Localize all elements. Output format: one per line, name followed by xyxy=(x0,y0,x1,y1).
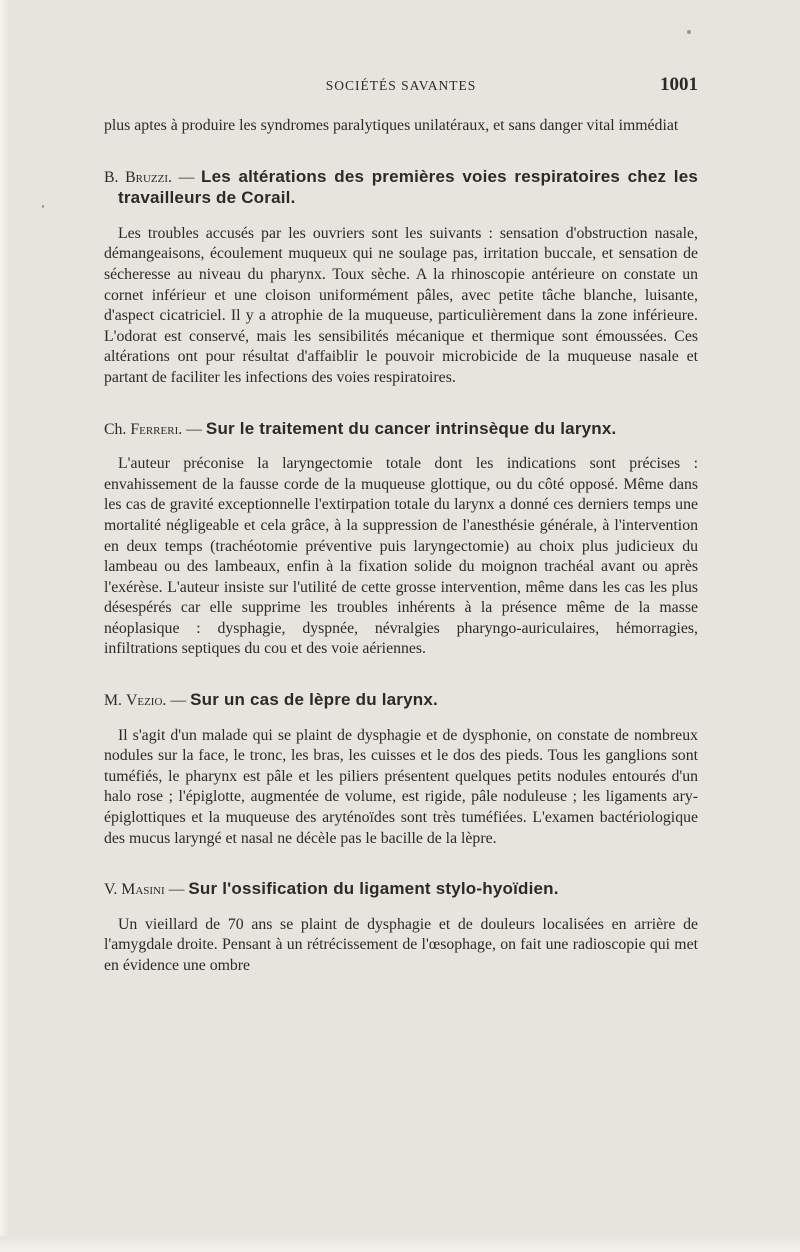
article-body: Il s'agit d'un malade qui se plaint de dysphagie et de dysphonie, on constate de nombreux nodules sur la face, le tronc, les bras, les cuisses et le dos des pieds. Tous les ganglions sont tuméfiés, le pharynx est pâle et les piliers présentent quelques petits nodules entourés d'un halo rose ; l'épiglotte, augmentée de volume, est rigide, pâle noduleuse ; les ligaments ary-épiglottiques et la muqueuse des aryténoïdes sont très tuméfiées. L'examen bactériologique des mucus laryngé et nasal ne décèle pas le bacille de la lèpre. xyxy=(104,726,698,847)
article-heading xyxy=(104,690,698,712)
article xyxy=(104,419,698,661)
article-heading xyxy=(104,879,698,901)
author-initial: M. xyxy=(104,692,126,710)
article-body: Un vieillard de 70 ans se plaint de dysphagie et de douleurs localisées en arrière de l'amygdale droite. Pensant à un rétrécissement de l'œsophage, on fait une radioscopie qui met en évidence une ombre xyxy=(104,915,698,974)
page-number: 1001 xyxy=(660,74,698,95)
author-initial: B. xyxy=(104,168,126,186)
intro-paragraph: plus aptes à produire les syndromes paralytiques unilatéraux, et sans danger vital immédiat xyxy=(104,117,679,134)
article xyxy=(104,167,698,389)
author-surname: Bruzzi xyxy=(125,168,169,186)
author-initial: Ch. xyxy=(104,420,131,438)
running-header xyxy=(104,76,698,96)
page-left-margin xyxy=(0,0,9,1252)
heading-dash: . — xyxy=(168,168,201,186)
article-title: Les altérations des premières voies respiratoires chez les travailleurs de Corail. xyxy=(118,166,699,208)
article-author xyxy=(104,421,206,438)
heading-dash: . — xyxy=(178,420,206,438)
article-title: Sur l'ossification du ligament stylo-hyoïdien. xyxy=(188,879,559,899)
author-surname: Masini xyxy=(121,881,165,899)
article-title: Sur le traitement du cancer intrinsèque du larynx. xyxy=(205,418,617,438)
heading-dash: — xyxy=(164,881,189,899)
author-surname: Ferreri xyxy=(130,420,179,438)
article-author xyxy=(104,692,190,709)
article-title: Sur un cas de lèpre du larynx. xyxy=(190,690,438,710)
author-initial: V. xyxy=(104,881,122,899)
paper-speck xyxy=(687,30,691,34)
article-body: Les troubles accusés par les ouvriers sont les suivants : sensation d'obstruction nasale, démangeaisons, écoulement muqueux qui ne soulage pas, irritation buccale, et sensation de sécheresse au niveau du pharynx. Toux sèche. A la rhinoscopie antérieure on constate un cornet inférieur et une cloison uniformément pâles, avec petite tâche blanche, luisante, d'aspect cicatriciel. Il y a atrophie de la muqueuse, particulièrement dans la zone inférieure. L'odorat est conservé, mais les sensibilités mécanique et thermique sont émoussées. Ces altérations ont pour résultat d'affaiblir le pouvoir microbicide de la muqueuse nasale et partant de faciliter les infections des voies respiratoires. xyxy=(104,224,698,386)
page-bottom-margin xyxy=(0,1236,800,1252)
article-heading xyxy=(104,167,698,210)
article-body: L'auteur préconise la laryngectomie totale dont les indications sont précises : envahissement de la fausse corde de la muqueuse glottique, ou du côté opposé. Même dans les cas de gravité exceptionnelle l'extirpation totale du larynx a donné ces derniers temps une mortalité négligeable et cela grâce, à la suppression de l'anesthésie générale, à l'intervention en deux temps (trachéotomie préventive puis laryngectomie) au choix plus judicieux du lambeau ou des lambeaux, enfin à la fixation solide du moignon trachéal avant ou après l'exérèse. L'auteur insiste sur l'utilité de cette grosse intervention, même dans les cas les plus désespérés car elle supprime les troubles inhérents à la présence même de la masse néoplasique : dysphagie, dyspnée, névralgies pharyngo-auriculaires, hémorragies, infiltrations septiques du cou et des voie aériennes. xyxy=(104,455,698,658)
author-surname: Vezio xyxy=(125,692,163,710)
article-heading xyxy=(104,419,698,441)
article xyxy=(104,690,698,849)
page-content xyxy=(104,116,698,977)
article-author xyxy=(104,881,188,898)
article xyxy=(104,879,698,976)
heading-dash: . — xyxy=(162,692,191,710)
article-author xyxy=(104,169,201,186)
running-title: SOCIÉTÉS SAVANTES xyxy=(325,78,477,93)
paper-speck xyxy=(42,205,44,208)
